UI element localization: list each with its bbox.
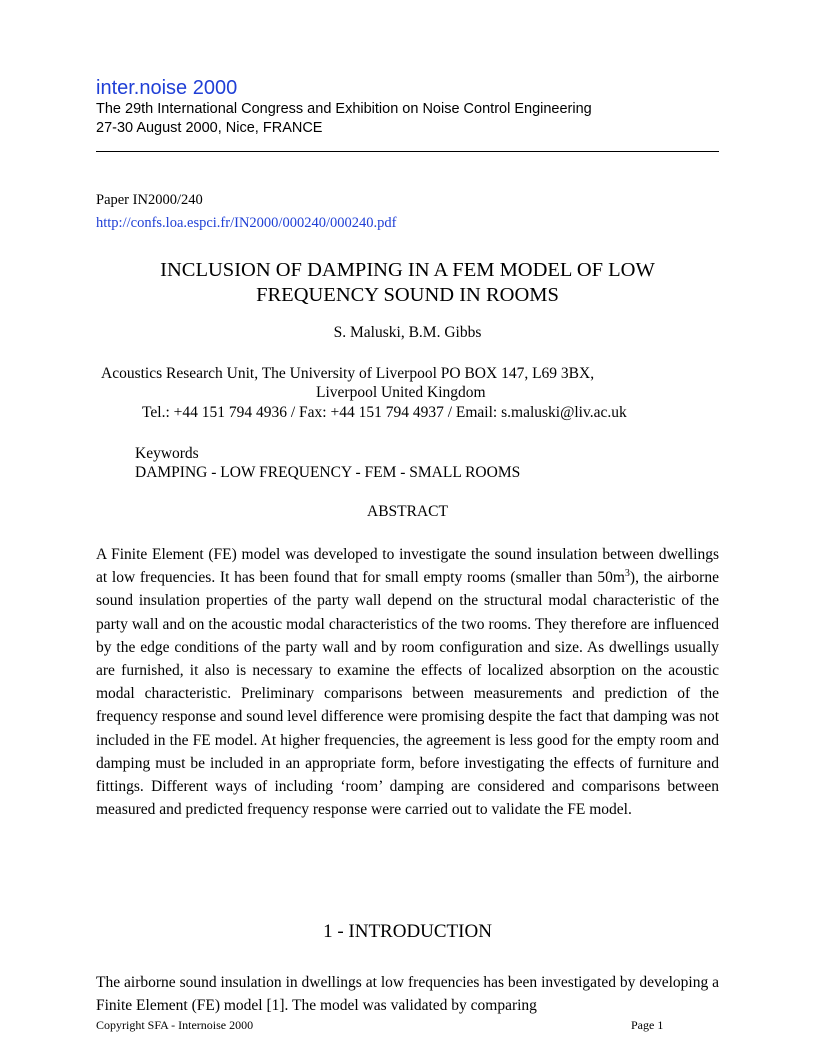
- contact-info: Tel.: +44 151 794 4936 / Fax: +44 151 794 4937 / Email: s.maluski@liv.ac.uk: [142, 404, 627, 421]
- keywords-label: Keywords: [135, 445, 199, 462]
- abstract-heading: ABSTRACT: [367, 503, 448, 520]
- paper-url-link[interactable]: http://confs.loa.espci.fr/IN2000/000240/000240.pdf: [96, 215, 397, 231]
- paper-title-line2: FREQUENCY SOUND IN ROOMS: [256, 284, 559, 306]
- footer-page-number: Page 1: [631, 1018, 664, 1032]
- affiliation-line2: Liverpool United Kingdom: [316, 384, 486, 401]
- conference-title: inter.noise 2000: [96, 77, 238, 99]
- abstract-text: A Finite Element (FE) model was developed to investigate the sound insulation between dwellings at low frequencies. It has been found that for small empty rooms (smaller than $50m^3$), the airborne sound insulation properties of the party wall depend on the structural modal characteristic of the party wall and on the acoustic modal characteristics of the two rooms. They therefore are influenced by the edge conditions of the party wall and by room configuration and size. As dwellings usually are furnished, it also is necessary to examine the effects of localized absorption on the acoustic modal characteristic. Preliminary comparisons between measurements and prediction of the frequency response and sound level difference were promising despite the fact that damping was not included in the FE model. At higher frequencies, the agreement is less good for the empty room and damping must be included in an appropriate form, before investigating the effects of furniture and fittings. Different ways of including ‘room’ damping are considered and comparisons between measured and predicted frequency response were carried out to validate the FE model.: [96, 546, 719, 819]
- paper-title-line1: INCLUSION OF DAMPING IN A FEM MODEL OF LOW: [160, 259, 655, 281]
- introduction-heading: 1 - INTRODUCTION: [323, 921, 492, 942]
- footer-copyright: Copyright SFA - Internoise 2000: [96, 1018, 254, 1032]
- conference-dates: 27-30 August 2000, Nice, FRANCE: [96, 120, 323, 136]
- affiliation-line1: Acoustics Research Unit, The University of Liverpool PO BOX 147, L69 3BX,: [101, 365, 595, 382]
- conference-subtitle: The 29th International Congress and Exhibition on Noise Control Engineering: [96, 101, 592, 117]
- introduction-text: The airborne sound insulation in dwellings at low frequencies has been investigated by developing a Finite Element (FE) model [1]. The model was validated by comparing: [96, 974, 719, 1015]
- header-divider: [96, 151, 719, 152]
- paper-number: Paper IN2000/240: [96, 192, 203, 208]
- authors: S. Maluski, B.M. Gibbs: [333, 324, 482, 341]
- keywords-list: DAMPING - LOW FREQUENCY - FEM - SMALL ROOMS: [135, 464, 521, 481]
- paper-title: [96, 258, 719, 308]
